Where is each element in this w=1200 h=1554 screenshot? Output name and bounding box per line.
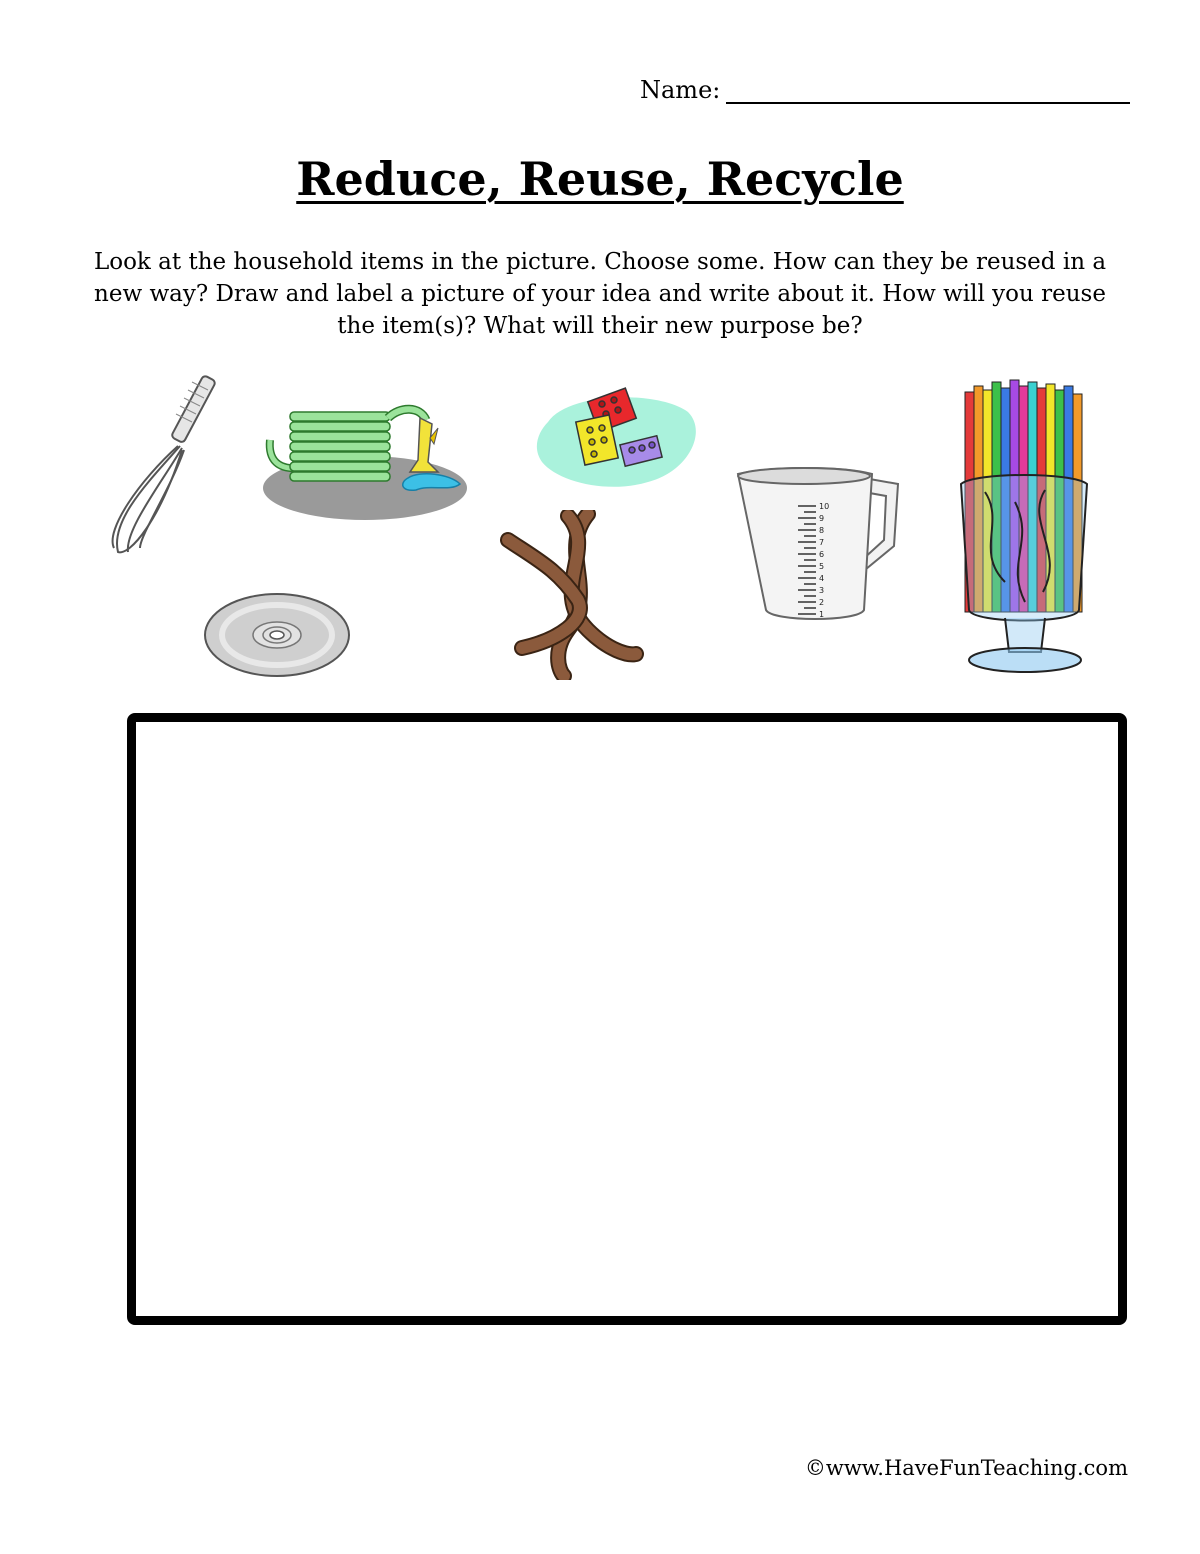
cup-mark-3: 3 <box>819 586 825 595</box>
drawing-area[interactable] <box>127 713 1127 1325</box>
cup-mark-9: 9 <box>819 514 825 523</box>
instructions: Look at the household items in the picture. Choose some. How can they be reused in a new way? Draw and label a picture of your idea and write about it. How will you reuse the item(s)? What will their new purpose be? <box>93 249 1107 339</box>
cup-mark-6: 6 <box>819 550 825 559</box>
cup-mark-7: 7 <box>819 538 825 547</box>
cup-mark-2: 2 <box>819 598 825 607</box>
garden-hose-icon <box>260 400 475 525</box>
whisk-icon <box>100 370 240 560</box>
worksheet-title: Reduce, Reuse, Recycle <box>296 152 904 206</box>
name-field[interactable] <box>726 76 1130 104</box>
cup-mark-10: 10 <box>819 502 830 511</box>
measuring-cup-icon <box>732 464 907 624</box>
building-blocks-icon <box>528 382 708 502</box>
household-items <box>0 360 1200 690</box>
name-label: Name: <box>640 76 721 104</box>
cup-mark-5: 5 <box>819 562 825 571</box>
cup-mark-8: 8 <box>819 526 825 535</box>
straws-in-glass-icon <box>955 372 1095 677</box>
cd-icon <box>200 588 355 683</box>
rope-icon <box>498 510 648 680</box>
copyright-footer: ©www.HaveFunTeaching.com <box>804 1456 1128 1480</box>
cup-mark-1: 1 <box>819 610 825 619</box>
name-row <box>640 70 1130 104</box>
cup-mark-4: 4 <box>819 574 825 583</box>
